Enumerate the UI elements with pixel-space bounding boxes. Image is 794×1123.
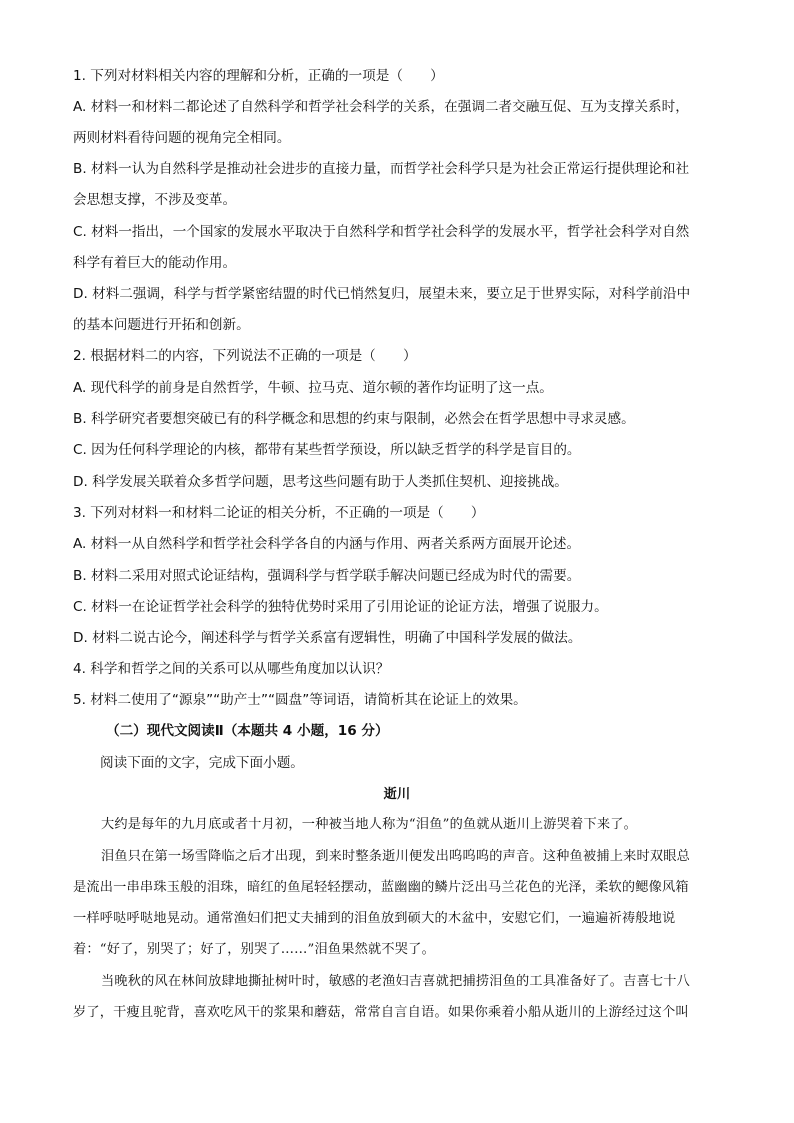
q3-option-c: C. 材料一在论证哲学社会科学的独特优势时采用了引用论证的论证方法，增强了说服力。 [73, 599, 608, 615]
q3-option-a: A. 材料一从自然科学和哲学社会科学各自的内涵与作用、两者关系两方面展开论述。 [73, 536, 581, 552]
q3-stem: 3. 下列对材料一和材料二论证的相关分析，不正确的一项是（ ） [73, 505, 485, 521]
story-title: 逝川 [383, 787, 411, 802]
story-line-1: 大约是每年的九月底或者十月初，一种被当地人称为“泪鱼”的鱼就从逝川上游哭着下来了。 [101, 817, 637, 832]
q2-option-c: C. 因为任何科学理论的内核，都带有某些哲学预设，所以缺乏哲学的科学是盲目的。 [73, 442, 581, 458]
section-heading: （二）现代文阅读Ⅱ（本题共 4 小题，16 分） [106, 723, 389, 739]
q1-stem: 1. 下列对材料相关内容的理解和分析，正确的一项是（ ） [73, 68, 444, 84]
section-instruction: 阅读下面的文字，完成下面小题。 [100, 755, 304, 771]
q2-option-a: A. 现代科学的前身是自然哲学，牛顿、拉马克、道尔顿的著作均证明了这一点。 [73, 380, 553, 396]
q2-option-b: B. 科学研究者要想突破已有的科学概念和思想的约束与限制，必然会在哲学思想中寻求灵感。 [73, 411, 635, 427]
q1-option-b-cont: 会思想支撑，不涉及变革。 [73, 192, 237, 208]
q3-option-d: D. 材料二说古论今，阐述科学与哲学关系富有逻辑性，明确了中国科学发展的做法。 [73, 630, 582, 646]
q2-stem: 2. 根据材料二的内容，下列说法不正确的一项是（ ） [73, 348, 417, 364]
q3-option-b: B. 材料二采用对照式论证结构，强调科学与哲学联手解决问题已经成为时代的需要。 [73, 568, 581, 584]
q1-option-d-cont: 的基本问题进行开拓和创新。 [73, 317, 250, 333]
q2-option-d: D. 科学发展关联着众多哲学问题，思考这些问题有助于人类抓住契机、迎接挑战。 [73, 474, 568, 490]
story-line-6: 当晚秋的风在林间放肆地撕扯树叶时，敏感的老渔妇吉喜就把捕捞泪鱼的工具准备好了。吉喜七十八 [101, 974, 691, 989]
story-line-5: 着：“好了，别哭了；好了，别哭了……”泪鱼果然就不哭了。 [73, 942, 435, 957]
q1-option-a: A. 材料一和材料二都论述了自然科学和哲学社会科学的关系，在强调二者交融互促、互为支撑关系时， [73, 99, 689, 115]
story-line-7: 岁了，干瘦且驼背，喜欢吃风干的浆果和蘑菇，常常自言自语。如果你乘着小船从逝川的上游经过这个叫 [73, 1005, 689, 1020]
story-line-4: 一样呼哒呼哒地晃动。通常渔妇们把丈夫捕到的泪鱼放到硕大的木盆中，安慰它们，一遍遍祈祷般地说 [73, 911, 676, 926]
q1-option-c: C. 材料一指出，一个国家的发展水平取决于自然科学和哲学社会科学的发展水平，哲学社会科学对自然 [73, 224, 690, 240]
q1-option-b: B. 材料一认为自然科学是推动社会进步的直接力量，而哲学社会科学只是为社会正常运行提供理论和社 [73, 161, 690, 177]
q4-stem: 4. 科学和哲学之间的关系可以从哪些角度加以认识？ [73, 661, 390, 677]
q5-stem: 5. 材料二使用了“源泉”“助产士”“圆盘”等词语，请简析其在论证上的效果。 [73, 692, 527, 708]
story-line-3: 是流出一串串珠玉般的泪珠，暗红的鱼尾轻轻摆动，蓝幽幽的鳞片泛出马兰花色的光泽，柔软的鳃像风箱 [73, 880, 689, 895]
q1-option-a-cont: 两则材料看待问题的视角完全相同。 [73, 130, 291, 146]
q1-option-c-cont: 科学有着巨大的能动作用。 [73, 255, 237, 271]
story-line-2: 泪鱼只在第一场雪降临之后才出现，到来时整条逝川便发出呜呜呜的声音。这种鱼被捕上来时双眼总 [101, 849, 691, 864]
q1-option-d: D. 材料二强调，科学与哲学紧密结盟的时代已悄然复归，展望未来，要立足于世界实际，对科学前沿中 [73, 286, 691, 302]
